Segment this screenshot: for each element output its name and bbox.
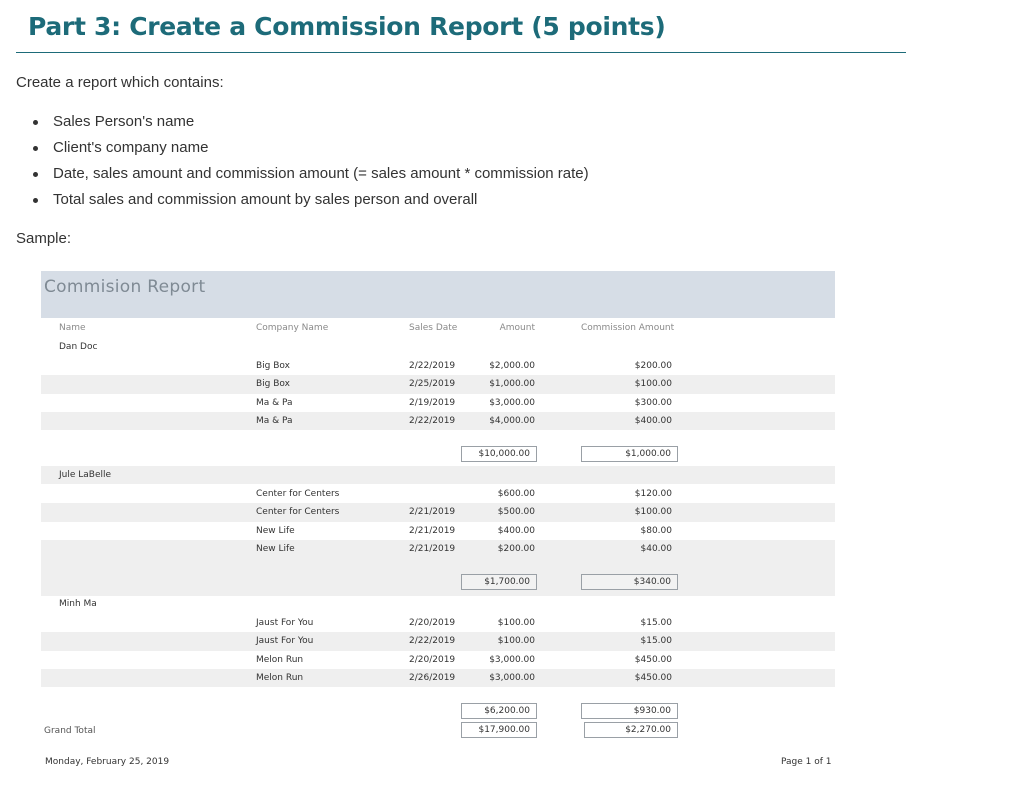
date-cell: 2/21/2019 [409,507,456,518]
group-total-amount: $10,000.00 [461,446,537,462]
report-title: Commision Report [44,277,206,297]
commission-cell: $15.00 [640,636,672,647]
list-item-text: Sales Person's name [53,113,195,130]
commission-column-header: Commission Amount [581,323,675,333]
company-cell: Center for Centers [256,489,340,499]
company-cell: New Life [256,543,295,554]
commission-cell: $300.00 [634,397,672,408]
company-cell: Ma & Pa [256,415,293,426]
amount-cell: $3,000.00 [489,672,535,683]
commission-cell: $80.00 [640,525,672,536]
company-column-header: Company Name [256,323,329,333]
list-item [0,110,589,136]
list-item [0,162,589,188]
salesperson-name: Minh Ma [59,599,97,609]
commission-cell: $120.00 [634,489,672,499]
list-item-text: Date, sales amount and commission amount (= sales amount * commission rate) [53,165,589,182]
salesperson-name: Dan Doc [59,342,98,352]
commission-cell: $450.00 [634,672,672,683]
amount-column-header: Amount [499,323,535,333]
date-cell: 2/20/2019 [409,654,456,665]
amount-cell: $2,000.00 [489,361,535,371]
sample-label: Sample: [16,230,72,247]
amount-cell: $100.00 [497,618,535,628]
company-cell: Jaust For You [256,618,314,628]
group-total-amount: $6,200.00 [461,703,537,719]
company-cell: Center for Centers [256,507,340,518]
date-cell: 2/25/2019 [409,379,456,390]
bullet-icon [33,198,38,203]
grand-total-commission: $2,270.00 [584,722,678,738]
company-cell: Jaust For You [256,636,314,647]
group-band [41,466,835,484]
title-divider [16,52,906,53]
requirements-list [0,110,589,214]
company-cell: Big Box [256,379,290,390]
date-cell: 2/21/2019 [409,543,456,554]
grand-total-label: Grand Total [44,726,96,736]
amount-cell: $1,000.00 [489,379,535,390]
page-title: Part 3: Create a Commission Report (5 points) [28,12,666,41]
company-cell: Big Box [256,361,290,371]
commission-cell: $450.00 [634,654,672,665]
group-total-commission: $340.00 [581,574,678,590]
group-total-commission: $1,000.00 [581,446,678,462]
report-header [41,271,835,318]
date-cell: 2/26/2019 [409,672,456,683]
amount-cell: $400.00 [497,525,535,536]
list-item-text: Client's company name [53,139,209,156]
company-cell: Melon Run [256,654,304,665]
amount-cell: $200.00 [497,543,535,554]
report-footer-page: Page 1 of 1 [781,757,832,767]
commission-cell: $15.00 [640,618,672,628]
group-total-amount: $1,700.00 [461,574,537,590]
commission-cell: $100.00 [634,507,672,518]
bullet-icon [33,172,38,177]
company-cell: New Life [256,525,295,536]
amount-cell: $600.00 [497,489,535,499]
date-cell: 2/19/2019 [409,397,456,408]
intro-text: Create a report which contains: [16,74,224,91]
date-cell: 2/22/2019 [409,636,456,647]
group-total-commission: $930.00 [581,703,678,719]
list-item [0,188,589,214]
name-column-header: Name [59,323,86,333]
commission-cell: $400.00 [634,415,672,426]
company-cell: Melon Run [256,672,304,683]
list-item [0,136,589,162]
commission-cell: $40.00 [640,543,672,554]
amount-cell: $500.00 [497,507,535,518]
amount-cell: $3,000.00 [489,397,535,408]
bullet-icon [33,146,38,151]
commission-cell: $200.00 [634,361,672,371]
group-footer-band [41,558,835,596]
date-column-header: Sales Date [409,323,458,333]
commission-cell: $100.00 [634,379,672,390]
date-cell: 2/21/2019 [409,525,456,536]
report-body [41,318,835,780]
report-footer-date: Monday, February 25, 2019 [45,757,170,767]
amount-cell: $100.00 [497,636,535,647]
amount-cell: $3,000.00 [489,654,535,665]
date-cell: 2/22/2019 [409,415,456,426]
commission-report [41,271,835,780]
salesperson-name: Jule LaBelle [59,470,112,480]
amount-cell: $4,000.00 [489,415,535,426]
date-cell: 2/20/2019 [409,618,456,628]
date-cell: 2/22/2019 [409,361,456,371]
list-item-text: Total sales and commission amount by sales person and overall [53,191,478,208]
company-cell: Ma & Pa [256,397,293,408]
bullet-icon [33,120,38,125]
grand-total-amount: $17,900.00 [461,722,537,738]
